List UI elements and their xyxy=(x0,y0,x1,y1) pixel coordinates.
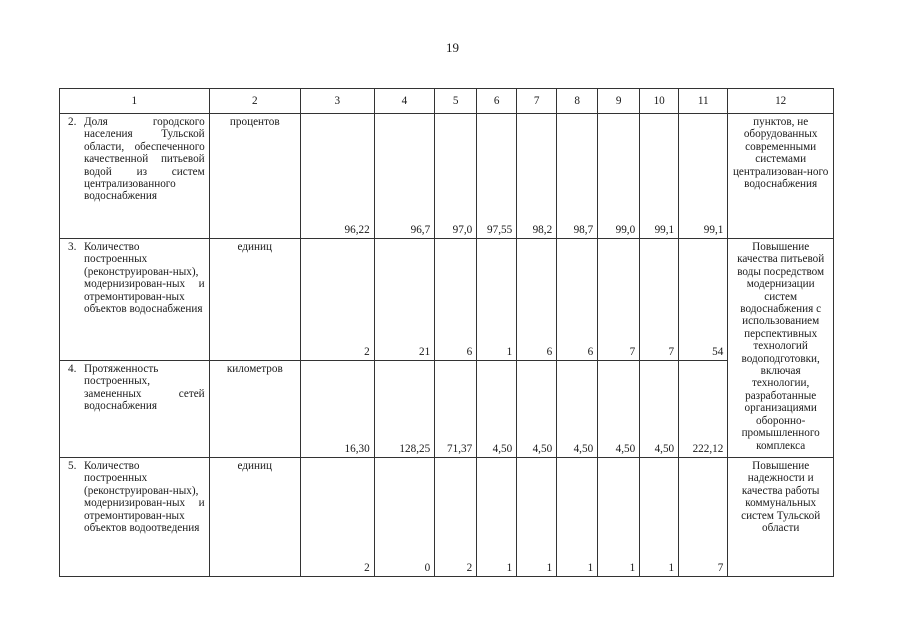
column-header: 2 xyxy=(209,89,300,114)
value-cell: 2 xyxy=(300,458,374,577)
value-cell: 4,50 xyxy=(598,361,640,458)
value-cell: 71,37 xyxy=(435,361,477,458)
value-cell: 128,25 xyxy=(374,361,434,458)
note-cell: пунктов, не оборудованных современными системами централизован-ного водоснабжения xyxy=(728,114,834,239)
indicator-name: Доля городского населения Тульской области, обеспеченного качественной питьевой водой из систем централизованного водоснабжения xyxy=(84,116,205,203)
row-index: 5. xyxy=(68,460,77,472)
value-cell: 4,50 xyxy=(557,361,598,458)
indicators-table xyxy=(59,88,834,577)
column-header: 8 xyxy=(557,89,598,114)
unit-cell: единиц xyxy=(209,458,300,577)
column-header: 10 xyxy=(640,89,679,114)
value-cell: 4,50 xyxy=(477,361,517,458)
value-cell: 1 xyxy=(640,458,679,577)
column-header: 4 xyxy=(374,89,434,114)
value-cell: 2 xyxy=(300,239,374,361)
value-cell: 1 xyxy=(557,458,598,577)
column-header: 11 xyxy=(679,89,728,114)
note-cell: Повышение качества питьевой воды посредством модернизации систем водоснабжения с использованием перспективных технологий водоподготовки, включая технологии, разработанные организациями оборонно-промышленного комплекса xyxy=(728,239,834,458)
value-cell: 7 xyxy=(679,458,728,577)
value-cell: 6 xyxy=(435,239,477,361)
value-cell: 97,0 xyxy=(435,114,477,239)
value-cell: 21 xyxy=(374,239,434,361)
table-row xyxy=(60,458,834,577)
value-cell: 6 xyxy=(517,239,557,361)
value-cell: 0 xyxy=(374,458,434,577)
row-index: 4. xyxy=(68,363,77,375)
value-cell: 1 xyxy=(517,458,557,577)
table-row xyxy=(60,361,834,458)
value-cell: 16,30 xyxy=(300,361,374,458)
column-header: 9 xyxy=(598,89,640,114)
indicator-name-cell xyxy=(60,114,210,239)
value-cell: 99,0 xyxy=(598,114,640,239)
value-cell: 98,2 xyxy=(517,114,557,239)
value-cell: 4,50 xyxy=(517,361,557,458)
indicator-name: Количество построенных (реконструирован-ных), модернизирован-ных и отремонтирован-ных объектов водоотведения xyxy=(84,460,205,535)
unit-cell: километров xyxy=(209,361,300,458)
column-header: 5 xyxy=(435,89,477,114)
indicator-name: Протяженность построенных, замененных сетей водоснабжения xyxy=(84,363,205,413)
value-cell: 2 xyxy=(435,458,477,577)
value-cell: 7 xyxy=(598,239,640,361)
value-cell: 54 xyxy=(679,239,728,361)
value-cell: 7 xyxy=(640,239,679,361)
value-cell: 1 xyxy=(477,458,517,577)
indicator-name-cell xyxy=(60,239,210,361)
table-row xyxy=(60,114,834,239)
column-header: 1 xyxy=(60,89,210,114)
value-cell: 97,55 xyxy=(477,114,517,239)
header-row xyxy=(60,89,834,114)
row-index: 3. xyxy=(68,241,77,253)
value-cell: 1 xyxy=(598,458,640,577)
value-cell: 99,1 xyxy=(640,114,679,239)
row-index: 2. xyxy=(68,116,77,128)
value-cell: 4,50 xyxy=(640,361,679,458)
value-cell: 99,1 xyxy=(679,114,728,239)
unit-cell: процентов xyxy=(209,114,300,239)
column-header: 6 xyxy=(477,89,517,114)
column-header: 3 xyxy=(300,89,374,114)
table-row xyxy=(60,239,834,361)
value-cell: 96,22 xyxy=(300,114,374,239)
value-cell: 1 xyxy=(477,239,517,361)
value-cell: 222,12 xyxy=(679,361,728,458)
indicator-name-cell xyxy=(60,458,210,577)
unit-cell: единиц xyxy=(209,239,300,361)
indicator-name-cell xyxy=(60,361,210,458)
indicator-name: Количество построенных (реконструирован-ных), модернизирован-ных и отремонтирован-ных объектов водоснабжения xyxy=(84,241,205,316)
note-cell: Повышение надежности и качества работы коммунальных систем Тульской области xyxy=(728,458,834,577)
column-header: 12 xyxy=(728,89,834,114)
column-header: 7 xyxy=(517,89,557,114)
page-number: 19 xyxy=(446,40,459,55)
value-cell: 98,7 xyxy=(557,114,598,239)
value-cell: 96,7 xyxy=(374,114,434,239)
value-cell: 6 xyxy=(557,239,598,361)
